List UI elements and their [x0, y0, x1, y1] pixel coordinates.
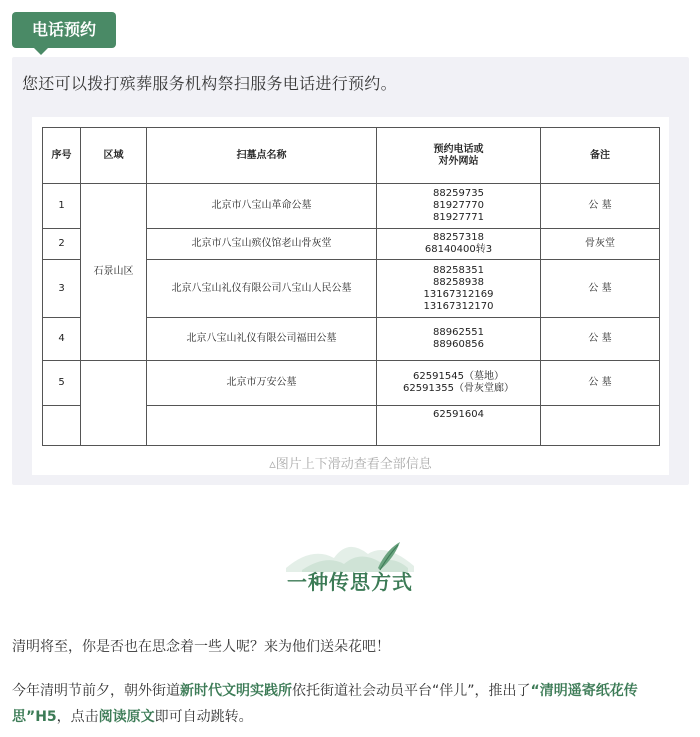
row-no: 2: [43, 229, 81, 260]
row-phones: [377, 361, 541, 406]
paragraph-2: [12, 678, 688, 730]
phone: 62591604: [433, 409, 484, 420]
scroll-hint: ▵图片上下滑动查看全部信息: [269, 457, 432, 472]
phone: 68140400转3: [424, 244, 493, 255]
row-phones: [377, 406, 541, 446]
phone: 81927771: [433, 212, 484, 223]
phone: 88962551: [433, 327, 484, 338]
paragraph-2-text: 即可自动跳转。: [154, 709, 253, 725]
phone: 62591545（墓地）: [413, 371, 504, 382]
paragraph-2-text: 今年清明节前夕，朝外街道: [12, 683, 180, 699]
phone: 81927770: [433, 200, 484, 211]
row-no: 5: [43, 361, 81, 406]
row-name: 北京市八宝山革命公墓: [147, 184, 377, 229]
paragraph-2-text: ，点击: [56, 709, 99, 725]
district-cell-empty: [81, 361, 147, 446]
row-phones: [377, 184, 541, 229]
phone: 88259735: [433, 188, 484, 199]
row-note: 骨灰堂: [541, 229, 660, 260]
row-note: [541, 406, 660, 446]
row-phones: [377, 229, 541, 260]
row-note: 公 墓: [541, 318, 660, 361]
phone: 13167312170: [423, 300, 494, 312]
header-district: 区域: [81, 128, 147, 184]
header-name: 扫墓点名称: [147, 128, 377, 184]
row-name: 北京市八宝山殡仪馆老山骨灰堂: [147, 229, 377, 260]
row-note: 公 墓: [541, 184, 660, 229]
booking-panel: [12, 57, 689, 485]
intro-text: 您还可以拨打殡葬服务机构祭扫服务电话进行预约。: [22, 74, 397, 93]
h5-highlight: “清明遥寄纸花传思”H5: [12, 683, 638, 725]
row-note: 公 墓: [541, 260, 660, 318]
row-phones: [377, 260, 541, 318]
table-header-row: [43, 128, 660, 184]
paragraph-1: 清明将至，你是否也在思念着一些人呢？来为他们送朵花吧！: [12, 639, 390, 655]
phone: 88258351: [433, 264, 484, 276]
header-no: 序号: [43, 128, 81, 184]
table-image: [42, 127, 659, 446]
section-title: 一种传思方式: [287, 570, 413, 594]
row-note: 公 墓: [541, 361, 660, 406]
phone: 62591355（骨灰堂廊）: [403, 383, 514, 394]
district-cell: 石景山区: [81, 184, 147, 361]
row-no: 4: [43, 318, 81, 361]
header-phone: 预约电话或 对外网站: [377, 128, 541, 184]
row-phones: [377, 318, 541, 361]
row-name: 北京八宝山礼仪有限公司福田公墓: [147, 318, 377, 361]
cemetery-phone-table: [42, 127, 660, 446]
phone: 13167312169: [423, 288, 494, 300]
phone-booking-tag: 电话预约: [12, 12, 116, 48]
table-row: [43, 184, 660, 229]
table-row: [43, 361, 660, 406]
header-note: 备注: [541, 128, 660, 184]
paragraph-2-text: 依托街道社会动员平台“伴儿”，推出了: [292, 683, 531, 699]
phone: 88257318: [433, 232, 484, 243]
read-original-link[interactable]: 阅读原文: [98, 709, 155, 725]
phone: 88258938: [433, 276, 484, 288]
row-no: 3: [43, 260, 81, 318]
row-no: [43, 406, 81, 446]
phone: 88960856: [433, 339, 484, 350]
table-scroll-area[interactable]: [32, 117, 669, 475]
row-name: [147, 406, 377, 446]
civilization-practice-highlight: 新时代文明实践所: [180, 683, 292, 699]
row-name: 北京八宝山礼仪有限公司八宝山人民公墓: [147, 260, 377, 318]
row-no: 1: [43, 184, 81, 229]
row-name: 北京市万安公墓: [147, 361, 377, 406]
